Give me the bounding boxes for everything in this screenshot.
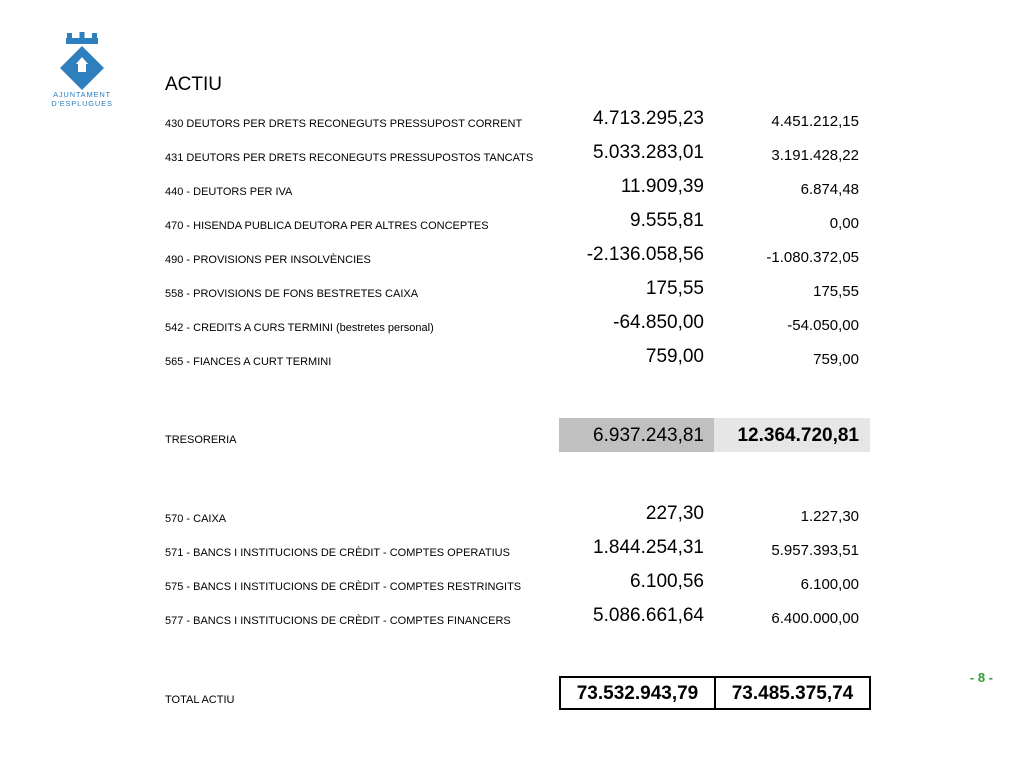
account-row xyxy=(0,605,1024,639)
tresoreria-previous-value: 12.364.720,81 xyxy=(737,425,859,446)
current-value: 6.100,56 xyxy=(630,571,704,592)
previous-value: -54.050,00 xyxy=(787,317,859,334)
total-previous-value: 73.485.375,74 xyxy=(714,676,871,710)
account-row xyxy=(0,142,1024,176)
previous-value: 5.957.393,51 xyxy=(771,542,859,559)
current-value: 1.844.254,31 xyxy=(593,537,704,558)
previous-value: 175,55 xyxy=(813,283,859,300)
logo-text-line2: D'ESPLUGUES xyxy=(51,99,113,108)
current-value: 759,00 xyxy=(645,346,704,367)
page-number: - 8 - xyxy=(969,670,993,685)
previous-value: 3.191.428,22 xyxy=(771,147,859,164)
current-value: 227,30 xyxy=(645,503,704,524)
current-value: 4.713.295,23 xyxy=(593,108,704,129)
account-label: 571 - BANCS I INSTITUCIONS DE CRÈDIT - COMPTES OPERATIUS xyxy=(165,547,510,559)
current-value: 175,55 xyxy=(645,278,704,299)
account-label: 570 - CAIXA xyxy=(165,513,227,525)
account-row xyxy=(0,210,1024,244)
account-label: 542 - CREDITS A CURS TERMINI (bestretes personal) xyxy=(165,322,434,334)
account-row xyxy=(0,244,1024,278)
tresoreria-label: TRESORERIA xyxy=(165,434,237,446)
previous-value: 0,00 xyxy=(829,215,859,232)
account-label: 565 - FIANCES A CURT TERMINI xyxy=(165,356,332,368)
account-row xyxy=(0,503,1024,537)
previous-value: 4.451.212,15 xyxy=(771,113,859,130)
current-value: -2.136.058,56 xyxy=(586,244,704,265)
logo-text-line1: AJUNTAMENT xyxy=(53,90,111,99)
crown-icon xyxy=(66,32,98,44)
tresoreria-current-value: 6.937.243,81 xyxy=(593,425,704,446)
previous-value: 6.874,48 xyxy=(800,181,859,198)
account-label: 558 - PROVISIONS DE FONS BESTRETES CAIXA xyxy=(165,288,419,300)
previous-value: 1.227,30 xyxy=(800,508,859,525)
account-label: 431 DEUTORS PER DRETS RECONEGUTS PRESSUPOSTOS TANCATS xyxy=(165,152,534,164)
account-label: 575 - BANCS I INSTITUCIONS DE CRÈDIT - COMPTES RESTRINGITS xyxy=(165,581,522,593)
total-current-value: 73.532.943,79 xyxy=(559,676,716,710)
account-row xyxy=(0,346,1024,380)
previous-value: 6.100,00 xyxy=(800,576,859,593)
account-label: 577 - BANCS I INSTITUCIONS DE CRÈDIT - COMPTES FINANCERS xyxy=(165,615,511,627)
account-label: 430 DEUTORS PER DRETS RECONEGUTS PRESSUPOST CORRENT xyxy=(165,118,523,130)
previous-value: 6.400.000,00 xyxy=(771,610,859,627)
account-row xyxy=(0,108,1024,142)
page-title: ACTIU xyxy=(165,74,222,95)
account-row xyxy=(0,312,1024,346)
current-value: 11.909,39 xyxy=(620,176,704,197)
current-value: 9.555,81 xyxy=(630,210,704,231)
account-row xyxy=(0,571,1024,605)
account-label: 440 - DEUTORS PER IVA xyxy=(165,186,293,198)
account-row xyxy=(0,278,1024,312)
account-label: 470 - HISENDA PUBLICA DEUTORA PER ALTRES CONCEPTES xyxy=(165,220,489,232)
current-value: 5.086.661,64 xyxy=(593,605,704,626)
account-label: 490 - PROVISIONS PER INSOLVÈNCIES xyxy=(165,254,371,266)
current-value: -64.850,00 xyxy=(613,312,704,333)
account-row xyxy=(0,537,1024,571)
account-row xyxy=(0,176,1024,210)
current-value: 5.033.283,01 xyxy=(593,142,704,163)
previous-value: -1.080.372,05 xyxy=(766,249,859,266)
total-label: TOTAL ACTIU xyxy=(165,694,235,706)
previous-value: 759,00 xyxy=(813,351,859,368)
